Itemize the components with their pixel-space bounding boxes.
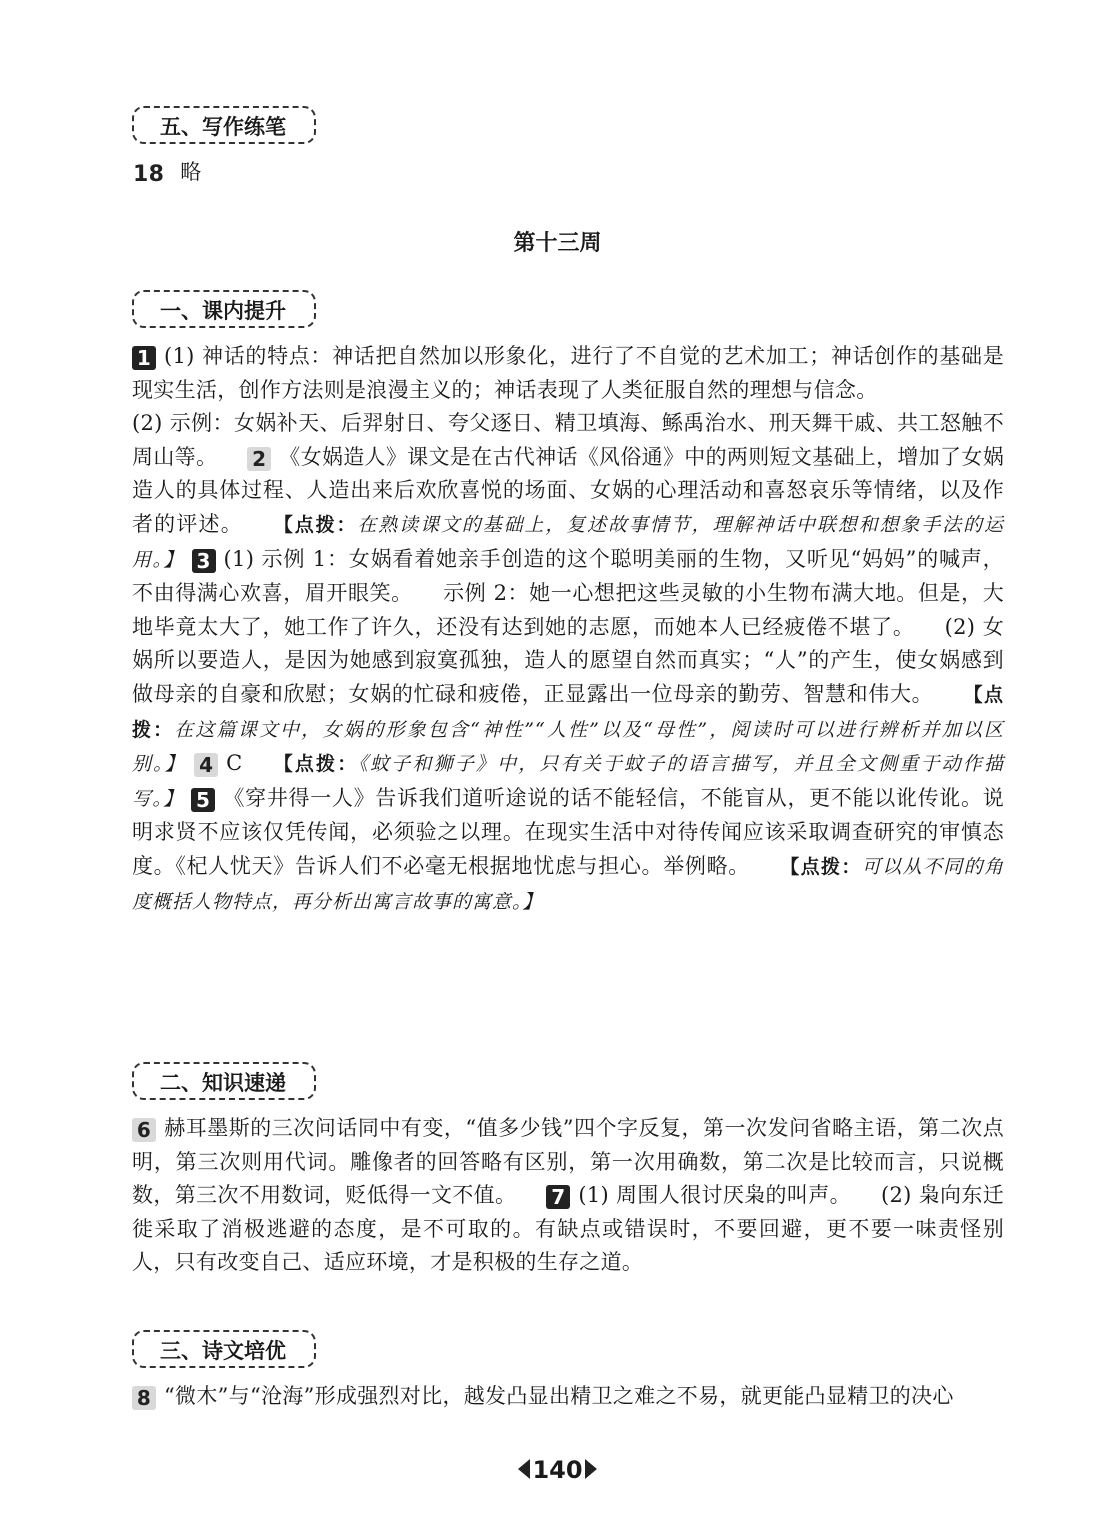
section-title: 五、写作练笔 xyxy=(160,115,286,139)
answer-text: (2) 女娲所以要造人，是因为她感到寂寞孤独，造人的愿望自然而真实；“人”的产生，使女娲感到做母亲的自豪和欣慰；女娲的忙碌和疲倦，正显露出一位母亲的勤劳、智慧和伟大。 xyxy=(132,614,1005,706)
section-header-in-class xyxy=(132,290,316,328)
question-number: 5 xyxy=(191,788,215,812)
section-header-writing xyxy=(132,106,316,144)
question-number: 8 xyxy=(132,1386,156,1410)
answer-text: 赫耳墨斯的三次问话同中有变，“值多少钱”四个字反复，第一次发问省略主语，第二次点明，第三次则用代词。雕像者的回答略有区别，第一次用确数，第二次是比较而言，只说概数，第三次不用数词，贬低得一文不值。 xyxy=(132,1116,1004,1208)
question-number: 18 xyxy=(133,162,165,187)
question-number: 4 xyxy=(194,753,218,777)
question-number: 6 xyxy=(132,1118,156,1142)
section-header-poetry xyxy=(132,1330,316,1368)
answer-text: (1) 示例 1：女娲看着她亲手创造的这个聪明美丽的生物，又听见“妈妈”的喊声，不由得满心欢喜，眉开眼笑。 xyxy=(132,546,1004,606)
answer-text: “微木”与“沧海”形成强烈对比，越发凸显出精卫之难之不易，就更能凸显精卫的决心 xyxy=(164,1384,954,1408)
page-number: 140 xyxy=(0,1456,1115,1484)
question-number: 7 xyxy=(546,1185,570,1209)
answer-text: C xyxy=(226,751,243,776)
triangle-right-icon xyxy=(585,1459,597,1479)
answer-text: 示例 2：她一心想把这些灵敏的小生物布满大地。但是，大地毕竟太大了，她工作了许久，还没有达到她的志愿，而她本人已经疲倦不堪了。 xyxy=(132,581,1004,639)
answers-section-1 xyxy=(132,340,1004,919)
answer-text: 《女娲造人》课文是在古代神话《风俗通》中的两则短文基础上，增加了女娲造人的具体过程、人造出来后欢欣喜悦的场面、女娲的心理活动和喜怒哀乐等情绪，以及作者的评述。 xyxy=(132,444,1004,536)
section-title: 三、诗文培优 xyxy=(160,1339,286,1363)
triangle-left-icon xyxy=(518,1459,530,1479)
question-number: 2 xyxy=(247,447,271,471)
answer-text: (1) 神话的特点：神话把自然加以形象化，进行了不自觉的艺术加工；神话创作的基础是现实生活，创作方法则是浪漫主义的；神话表现了人类征服自然的理想与信念。 xyxy=(132,344,1004,402)
hint: 【点拨：在熟读课文的基础上，复述故事情节，理解神话中联想和想象手法的运用。】 xyxy=(132,513,1004,571)
section-title: 一、课内提升 xyxy=(160,299,286,323)
answer-text: (2) 枭向东迁徙采取了消极逃避的态度，是不可取的。有缺点或错误时，不要回避，更不要一味责怪别人，只有改变自己、适应环境，才是积极的生存之道。 xyxy=(132,1183,1004,1275)
answer-18 xyxy=(132,156,1004,190)
answers-section-3 xyxy=(132,1380,1004,1414)
question-number: 3 xyxy=(192,549,216,573)
section-title: 二、知识速递 xyxy=(160,1071,286,1095)
answer-text: 略 xyxy=(180,160,202,184)
answer-text: (1) 周围人很讨厌枭的叫声。 xyxy=(578,1183,851,1208)
answers-section-2 xyxy=(132,1112,1004,1280)
hint: 【点拨：《蚊子和狮子》中，只有关于蚊子的语言描写，并且全文侧重于动作描写。】 xyxy=(132,753,1004,810)
hint: 【点拨：在这篇课文中，女娲的形象包含“神性”“人性”以及“母性”，阅读时可以进行辨析并加以区别。】 xyxy=(132,683,1004,776)
hint: 【点拨：可以从不同的角度概括人物特点，再分析出寓言故事的寓意。】 xyxy=(132,855,1004,913)
answer-text: (2) 示例：女娲补天、后羿射日、夸父逐日、精卫填海、鲧禹治水、刑天舞干戚、共工怒触不周山等。 xyxy=(132,411,1004,469)
question-number: 1 xyxy=(132,346,156,370)
week-title: 第十三周 xyxy=(513,231,602,256)
answer-text: 《穿井得一人》告诉我们道听途说的话不能轻信，不能盲从，更不能以讹传讹。说明求贤不应该仅凭传闻，必须验之以理。在现实生活中对待传闻应该采取调查研究的审慎态度。《杞人忧天》告诉人们不必毫无根据地忧虑与担心。举例略。 xyxy=(132,785,1004,878)
section-header-knowledge xyxy=(132,1062,316,1100)
